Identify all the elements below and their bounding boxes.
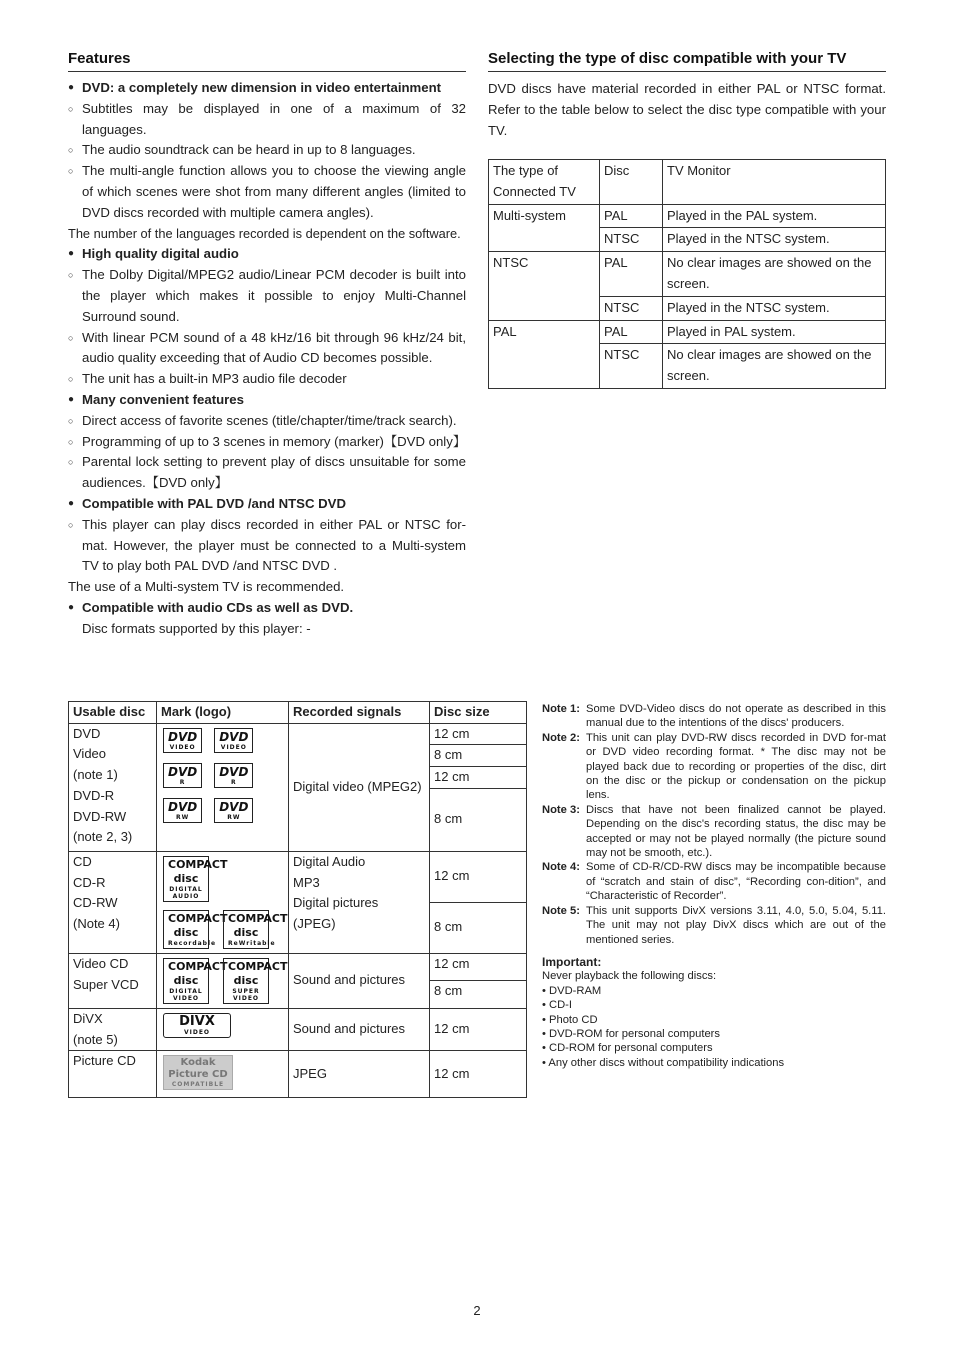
compact-disc-audio-logo-icon: COMPACT disc DIGITAL AUDIO (163, 856, 209, 902)
table-row (69, 1008, 527, 1050)
feature-text: The number of the languages recorded is dependent on the software. (68, 225, 461, 241)
monitor-cell: No clear images are showed on the screen. (663, 252, 886, 297)
disc-name: Super VCD (73, 976, 139, 992)
size-cell: 12 cm (430, 723, 527, 745)
circle-bullet-icon: ○ (68, 270, 74, 281)
header-cell: The type of Connected TV (489, 160, 600, 205)
feature-item (68, 577, 466, 598)
note-1: Note 1: Some DVD-Video discs do not operate as described in this manual due to the intentions of the discs' producers. (542, 703, 886, 730)
note-5: Note 5: This unit supports DivX versions 3.11, 4.0, 5.0, 5.04, 5.11. The unit may not play DivX discs which are out of the mentioned series. (542, 904, 886, 946)
disc-name: DiVX (73, 1010, 103, 1026)
important-item: • Photo CD (542, 1013, 598, 1026)
feature-item (68, 390, 466, 411)
dvd-video-logo-icon: DVD VIDEO (163, 728, 202, 753)
circle-bullet-icon: ○ (68, 103, 74, 114)
size-cell: 12 cm (430, 953, 527, 981)
logo-cell (157, 1051, 289, 1098)
features-section (68, 50, 466, 640)
important-item: • CD-ROM for personal computers (542, 1042, 713, 1055)
disc-name: (note 2, 3) (73, 829, 133, 845)
important-title: Important: (542, 954, 602, 969)
table-row (69, 723, 527, 745)
disc-name: (Note 4) (73, 915, 120, 931)
feature-text: High quality digital audio (82, 246, 239, 262)
disc-name: CD-R (73, 874, 106, 890)
feature-item (68, 140, 466, 161)
table-row (69, 702, 527, 724)
feature-item (68, 494, 466, 515)
disc-format-table (68, 701, 527, 1098)
feature-item (68, 411, 466, 432)
feature-text: Many convenient features (82, 391, 244, 407)
kodak-picture-cd-logo-icon: Kodak Picture CD COMPATIBLE (163, 1055, 233, 1090)
tv-type-cell: NTSC (489, 252, 600, 320)
disc-name: DVD-R (73, 787, 115, 803)
circle-bullet-icon: ○ (68, 332, 74, 343)
dvd-rw-logo-icon: DVD RW (163, 798, 202, 823)
table-row (489, 252, 886, 297)
signals-cell: Sound and pictures (289, 1008, 430, 1050)
feature-text: Compatible with audio CDs as well as DVD. (82, 599, 354, 615)
disc-cell: PAL (600, 204, 663, 228)
signal-line: Digital Audio (293, 853, 366, 869)
feature-text: The multi-angle function allows you to choose the viewing angle of which scenes were shot from many different angles (limited to DVD discs recorded with multiple camera angles). (82, 163, 466, 220)
usable-disc-cell (69, 851, 157, 953)
selecting-intro: DVD discs have material recorded in either PAL or NTSC format. Refer to the table below to select the disc type compatible with your TV. (488, 81, 886, 138)
compact-disc-digital-video-logo-icon: COMPACT disc DIGITAL VIDEO (163, 958, 209, 1004)
notes-section (542, 702, 886, 1070)
feature-item (68, 244, 466, 265)
table-row (489, 320, 886, 344)
feature-text: Compatible with PAL DVD /and NTSC DVD (82, 495, 347, 511)
header-cell: Usable disc (69, 702, 157, 724)
dvd-r-logo-icon: DVD R (163, 763, 202, 788)
important-lead: Never playback the following discs: (542, 970, 717, 983)
size-cell: 8 cm (430, 902, 527, 953)
table-row (69, 1051, 527, 1098)
note-4: Note 4: Some of CD-R/CD-RW discs may be incompatible because of “scratch and stain of disc”, “Recording con-dition”, and “Characteristic of Recorder”. (542, 861, 886, 903)
feature-item (68, 78, 466, 99)
features-heading: Features (68, 50, 466, 72)
disc-name: CD-RW (73, 895, 118, 911)
important-item: • Any other discs without compatibility indications (542, 1056, 785, 1069)
signal-line: Digital pictures (293, 895, 379, 911)
compact-disc-super-video-logo-icon: COMPACT disc SUPER VIDEO (223, 958, 269, 1004)
disc-name: Video CD (73, 955, 129, 971)
important-item: • DVD-ROM for personal computers (542, 1027, 720, 1040)
signal-line: MP3 (293, 874, 320, 890)
disc-cell: PAL (600, 252, 663, 297)
feature-text: This player can play discs recorded in either PAL or NTSC for-mat. However, the player must be connected to a Multi-system TV to play both PAL DVD /and NTSC DVD . (82, 516, 466, 574)
usable-disc-cell (69, 1008, 157, 1050)
feature-text: The use of a Multi-system TV is recommended. (68, 579, 345, 595)
disc-cell: PAL (600, 320, 663, 344)
feature-item (68, 619, 466, 640)
selecting-section (488, 50, 886, 389)
table-row (489, 204, 886, 228)
note-3: Note 3: Discs that have not been finalized cannot be played. Depending on the disc's recording status, the disc may be accepted or may not be played normally (the picture sound may not be smooth, etc.). (542, 803, 886, 860)
signals-cell: JPEG (289, 1051, 430, 1098)
size-cell: 8 cm (430, 788, 527, 851)
logo-cell (157, 851, 289, 953)
table-row (69, 851, 527, 902)
bullet-icon: ● (68, 601, 75, 613)
tv-type-cell: PAL (489, 320, 600, 388)
circle-bullet-icon: ○ (68, 166, 74, 177)
signal-line: (JPEG) (293, 915, 336, 931)
disc-name: (note 5) (73, 1031, 118, 1047)
signals-cell (289, 851, 430, 953)
important-item: • DVD-RAM (542, 984, 602, 997)
feature-item (68, 328, 466, 370)
dvd-video-logo-icon: DVD VIDEO (214, 728, 253, 753)
size-cell: 8 cm (430, 745, 527, 767)
size-cell: 12 cm (430, 767, 527, 789)
monitor-cell: Played in the NTSC system. (663, 228, 886, 252)
feature-item (68, 452, 466, 494)
disc-cell: NTSC (600, 296, 663, 320)
disc-name: CD (73, 853, 92, 869)
header-cell: Mark (logo) (157, 702, 289, 724)
disc-cell: NTSC (600, 344, 663, 389)
circle-bullet-icon: ○ (68, 436, 74, 447)
feature-item (68, 224, 466, 245)
table-row (69, 953, 527, 981)
header-cell: TV Monitor (663, 160, 886, 205)
usable-disc-cell (69, 953, 157, 1008)
bullet-icon: ● (68, 497, 75, 509)
bullet-icon: ● (68, 82, 75, 93)
monitor-cell: No clear images are showed on the screen. (663, 344, 886, 389)
feature-item (68, 265, 466, 327)
size-cell: 12 cm (430, 1051, 527, 1098)
selecting-heading: Selecting the type of disc compatible with your TV (488, 50, 886, 72)
divx-video-logo-icon: DIVX VIDEO (163, 1013, 231, 1038)
circle-bullet-icon: ○ (68, 415, 74, 426)
feature-item (68, 369, 466, 390)
size-cell: 12 cm (430, 1008, 527, 1050)
feature-text: With linear PCM sound of a 48 kHz/16 bit through 96 kHz/24 bit, audio quality exceeding that of Audio CD becomes possible. (82, 329, 466, 366)
compact-disc-rewritable-logo-icon: COMPACT disc ReWritable (223, 910, 269, 949)
feature-item (68, 432, 466, 453)
bullet-icon: ● (68, 248, 75, 260)
disc-name: (note 1) (73, 767, 118, 783)
circle-bullet-icon: ○ (68, 374, 74, 385)
circle-bullet-icon: ○ (68, 145, 74, 156)
tv-compatibility-table (488, 159, 886, 389)
header-cell: Disc size (430, 702, 527, 724)
usable-disc-cell: Picture CD (69, 1051, 157, 1098)
feature-text: The Dolby Digital/MPEG2 audio/Linear PCM decoder is built into the player which makes it possible to enjoy Multi-Channel Surround sound. (82, 267, 466, 324)
feature-text: DVD: a completely new dimension in video entertainment (82, 80, 442, 95)
dvd-rw-logo-icon: DVD RW (214, 798, 253, 823)
features-list (68, 78, 466, 640)
circle-bullet-icon: ○ (68, 457, 74, 468)
disc-cell: NTSC (600, 228, 663, 252)
circle-bullet-icon: ○ (68, 519, 74, 530)
monitor-cell: Played in the PAL system. (663, 204, 886, 228)
size-cell: 12 cm (430, 851, 527, 902)
dvd-r-logo-icon: DVD R (214, 763, 253, 788)
feature-item (68, 515, 466, 577)
disc-name: Video (73, 746, 107, 762)
feature-text: Direct access of favorite scenes (title/chapter/time/track search). (82, 412, 457, 428)
logo-cell (157, 1008, 289, 1050)
feature-item (68, 99, 466, 141)
usable-disc-cell (69, 723, 157, 851)
header-cell: Recorded signals (289, 702, 430, 724)
logo-cell (157, 723, 289, 851)
feature-text: Parental lock setting to prevent play of discs unsuitable for some audiences.【DVD only】 (82, 454, 466, 491)
feature-text: The audio soundtrack can be heard in up to 8 languages. (82, 142, 416, 158)
table-row (489, 160, 886, 205)
monitor-cell: Played in PAL system. (663, 320, 886, 344)
disc-name: DVD-RW (73, 808, 127, 824)
feature-text: Programming of up to 3 scenes in memory (marker)【DVD only】 (82, 433, 467, 449)
note-2: Note 2: This unit can play DVD-RW discs recorded in DVD for-mat or DVD video recording format. * The disc may not be played back due to recording or properties of the disc, dirt on the disc or the pickup or condensation on the pickup lens. (542, 731, 886, 802)
important-item: • CD-I (542, 999, 573, 1012)
feature-text: The unit has a built-in MP3 audio file decoder (82, 371, 347, 387)
compact-disc-recordable-logo-icon: COMPACT disc Recordable (163, 910, 209, 949)
feature-item (68, 598, 466, 619)
header-cell: Disc (600, 160, 663, 205)
logo-cell (157, 953, 289, 1008)
bullet-icon: ● (68, 393, 75, 405)
disc-name: DVD (73, 725, 101, 741)
feature-text: Subtitles may be displayed in one of a maximum of 32 languages. (82, 100, 466, 137)
page-number: 2 (473, 1303, 481, 1318)
monitor-cell: Played in the NTSC system. (663, 296, 886, 320)
feature-text: Disc formats supported by this player: - (82, 620, 311, 636)
signals-cell: Sound and pictures (289, 953, 430, 1008)
size-cell: 8 cm (430, 981, 527, 1009)
signals-cell: Digital video (MPEG2) (289, 723, 430, 851)
feature-item (68, 161, 466, 223)
tv-type-cell: Multi-system (489, 204, 600, 252)
